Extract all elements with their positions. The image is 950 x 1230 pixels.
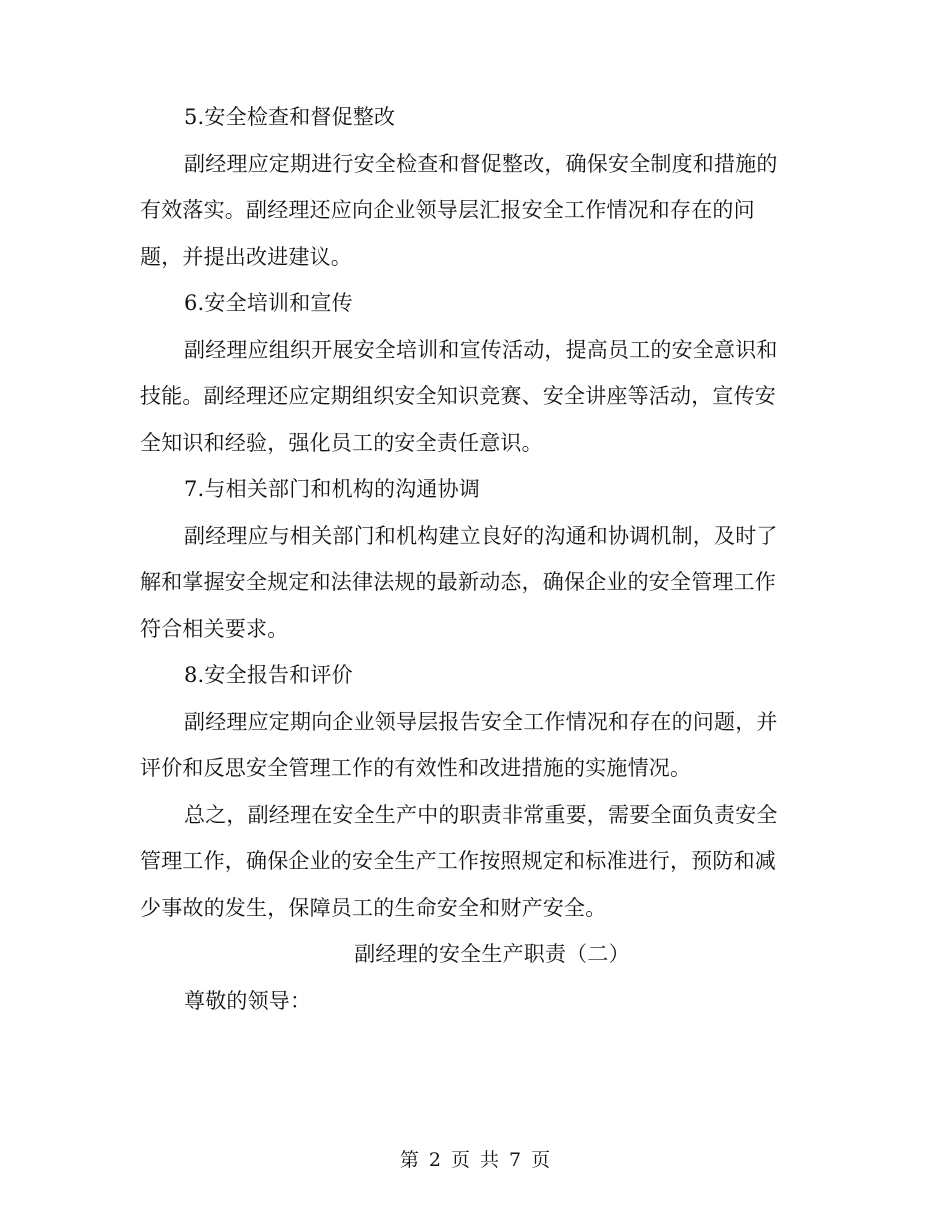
page-number-footer: 第 2 页 共 7 页 xyxy=(399,1149,551,1171)
paragraph-line: 技能。副经理还应定期组织安全知识竞赛、安全讲座等活动，宣传安 xyxy=(140,384,776,408)
heading-safety-training: 6.安全培训和宣传 xyxy=(184,291,353,315)
heading-communication: 7.与相关部门和机构的沟通协调 xyxy=(184,477,481,501)
paragraph-line: 管理工作，确保企业的安全生产工作按照规定和标准进行，预防和减 xyxy=(140,849,776,873)
paragraph-line: 全知识和经验，强化员工的安全责任意识。 xyxy=(140,430,543,455)
paragraph-line: 副经理应组织开展安全培训和宣传活动，提高员工的安全意识和 xyxy=(184,337,778,362)
paragraph-line: 副经理应定期进行安全检查和督促整改，确保安全制度和措施的 xyxy=(184,151,778,176)
paragraph-line: 有效落实。副经理还应向企业领导层汇报安全工作情况和存在的问 xyxy=(140,198,755,222)
paragraph-line: 副经理应与相关部门和机构建立良好的沟通和协调机制，及时了 xyxy=(184,523,778,548)
heading-safety-report: 8.安全报告和评价 xyxy=(184,663,353,687)
paragraph-line: 副经理应定期向企业领导层报告安全工作情况和存在的问题，并 xyxy=(184,709,778,734)
salutation: 尊敬的领导： xyxy=(184,988,312,1013)
paragraph-line: 符合相关要求。 xyxy=(140,616,289,641)
paragraph-line: 题，并提出改进建议。 xyxy=(140,244,352,269)
heading-safety-inspection: 5.安全检查和督促整改 xyxy=(184,105,396,129)
section-title: 副经理的安全生产职责（二） xyxy=(354,942,630,966)
paragraph-line: 少事故的发生，保障员工的生命安全和财产安全。 xyxy=(140,895,607,920)
paragraph-line: 总之，副经理在安全生产中的职责非常重要，需要全面负责安全 xyxy=(184,802,778,827)
document-body xyxy=(140,94,800,1024)
paragraph-line: 解和掌握安全规定和法律法规的最新动态，确保企业的安全管理工作 xyxy=(140,570,776,594)
paragraph-line: 评价和反思安全管理工作的有效性和改进措施的实施情况。 xyxy=(140,756,692,780)
